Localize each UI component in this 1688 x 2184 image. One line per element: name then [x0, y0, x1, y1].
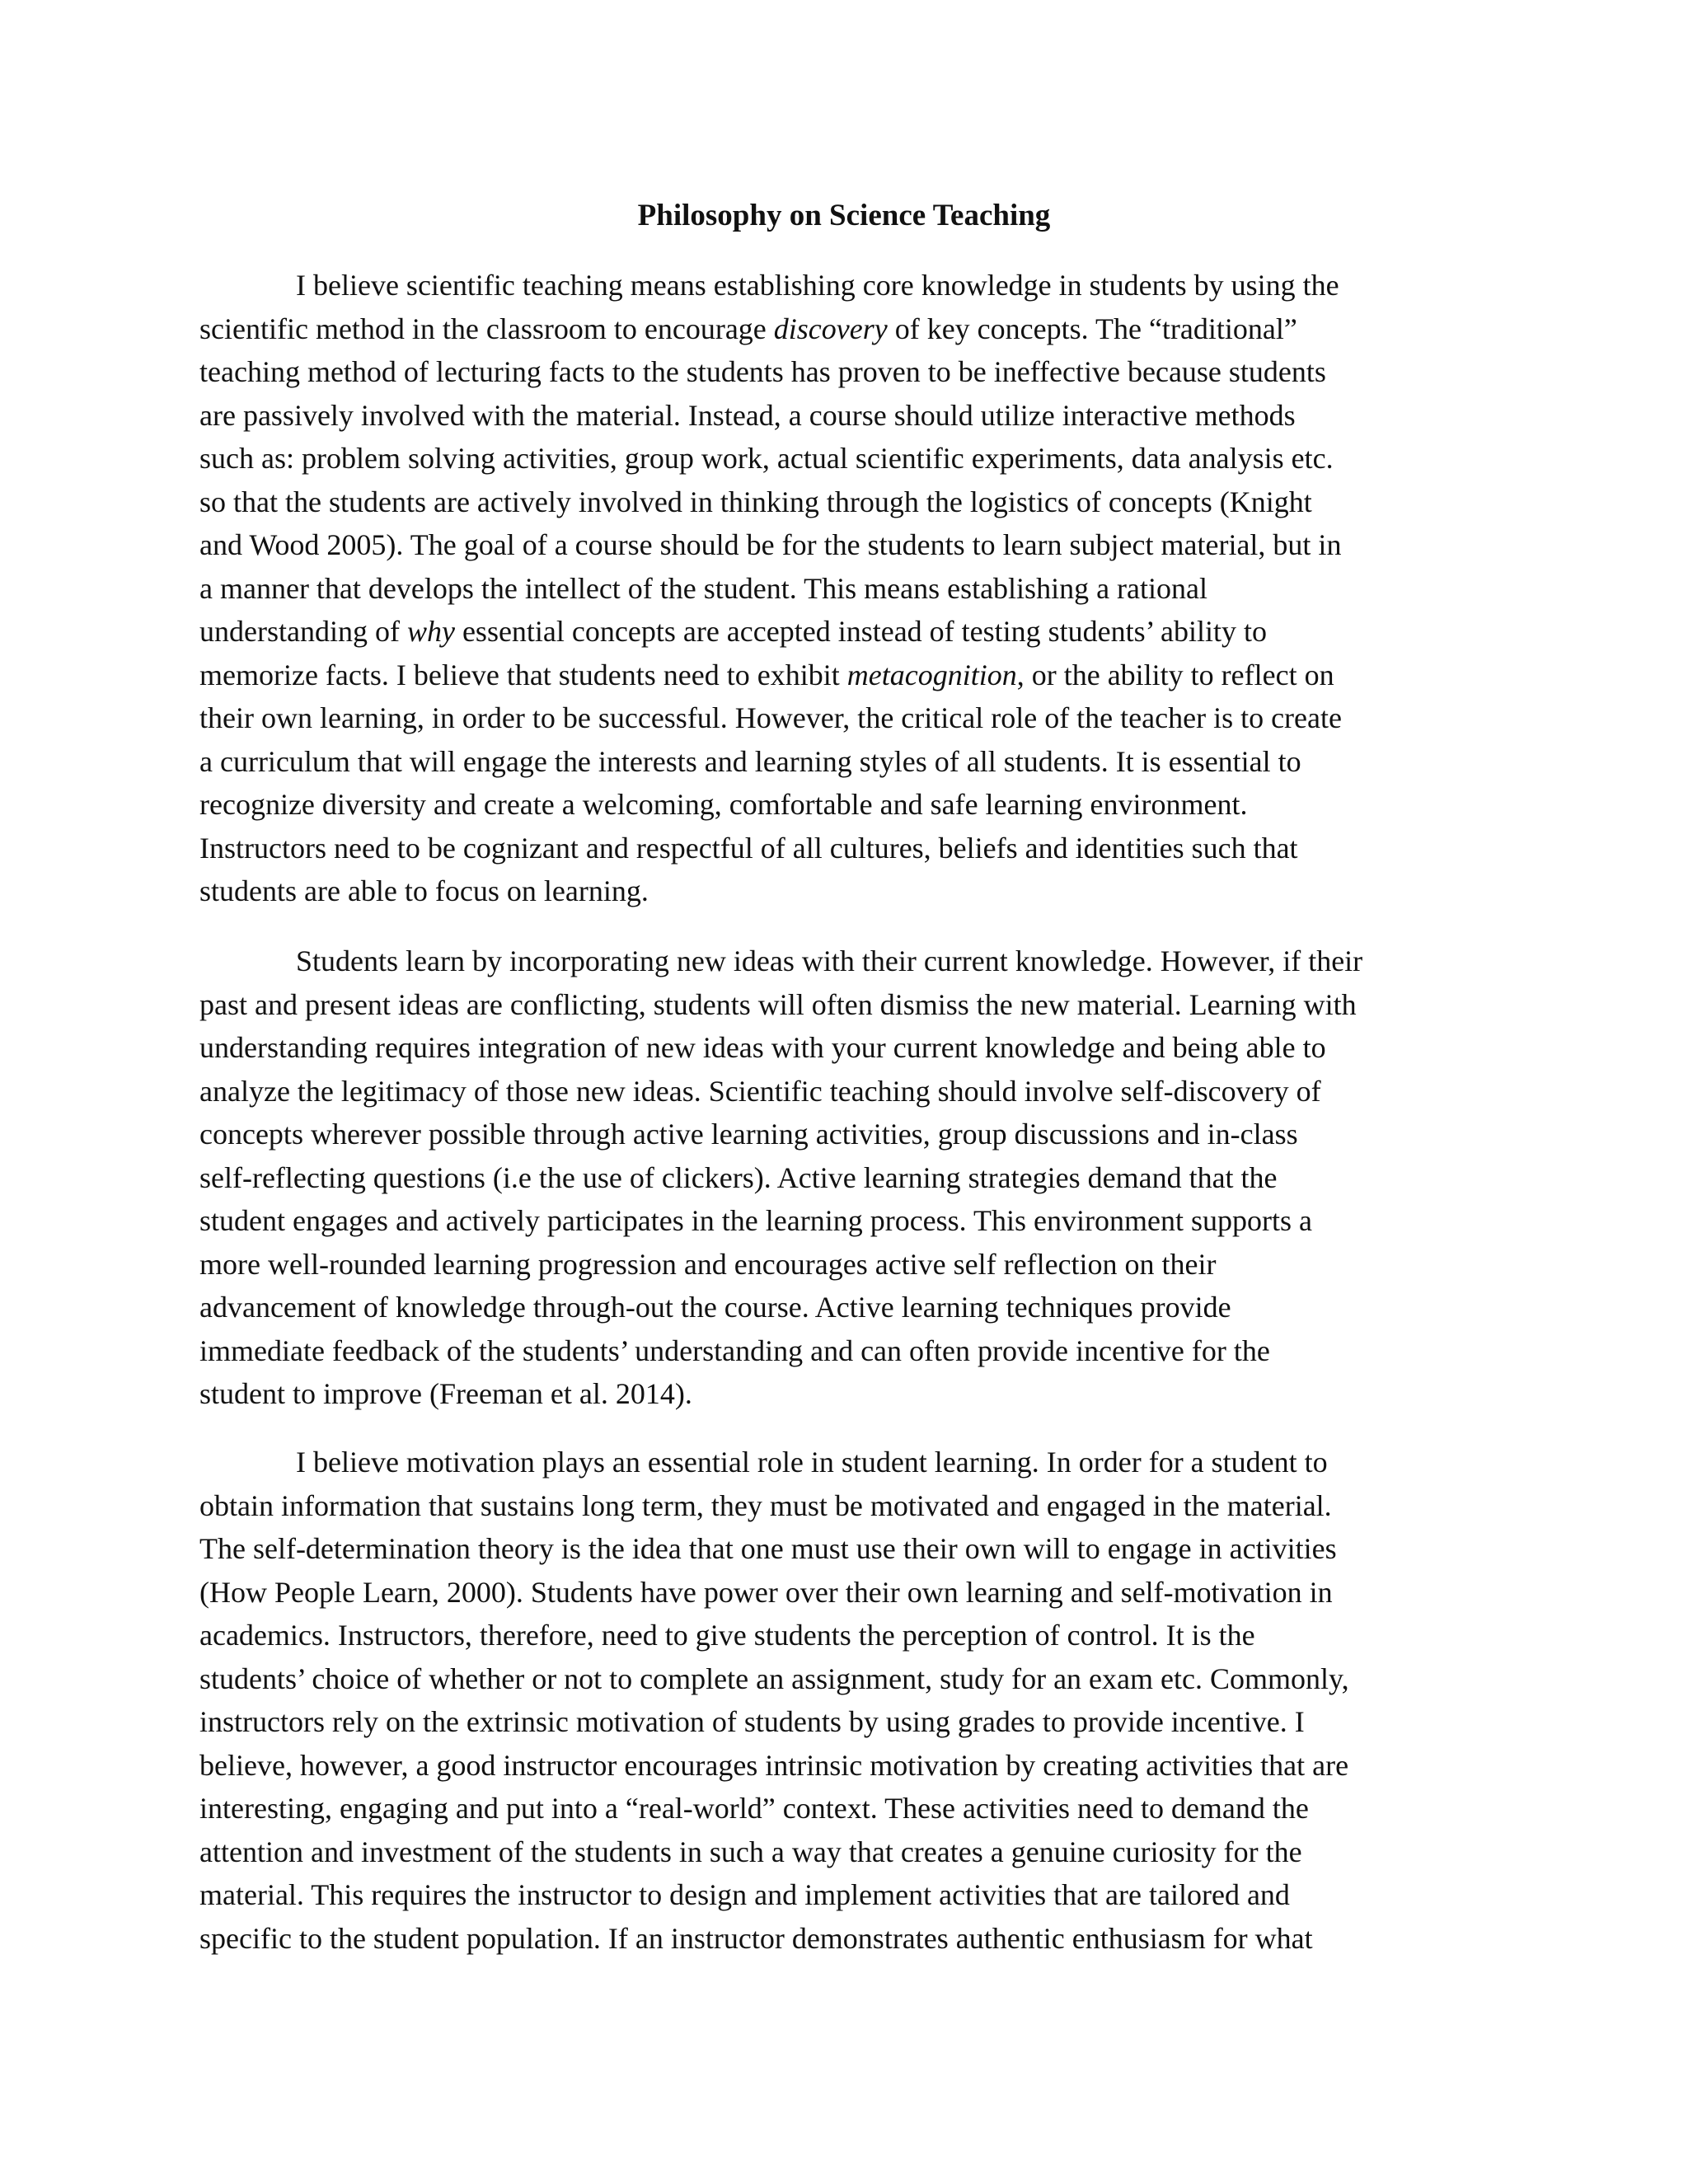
- text-line: [199, 523, 1490, 567]
- text-run: specific to the student population. If an instructor demonstrates authentic enthusiasm for what: [199, 1921, 1313, 1955]
- text-line: [199, 567, 1490, 611]
- text-run: past and present ideas are conflicting, students will often dismiss the new material. Learning with: [199, 987, 1357, 1021]
- text-run: their own learning, in order to be successful. However, the critical role of the teacher is to create: [199, 701, 1342, 734]
- text-line: [199, 1917, 1490, 1961]
- text-run: analyze the legitimacy of those new ideas. Scientific teaching should involve self-discovery of: [199, 1074, 1321, 1108]
- emphasized-text: why: [406, 615, 455, 648]
- text-run: are passively involved with the material. Instead, a course should utilize interactive methods: [199, 398, 1296, 432]
- text-line: [199, 437, 1490, 480]
- text-line: [199, 610, 1490, 654]
- text-line: [199, 394, 1490, 438]
- text-line: [199, 1199, 1490, 1243]
- text-run: interesting, engaging and put into a “real-world” context. These activities need to demand the: [199, 1792, 1309, 1825]
- paragraph-2: [199, 940, 1490, 1416]
- text-run: believe, however, a good instructor encourages intrinsic motivation by creating activities that are: [199, 1748, 1349, 1782]
- text-run: material. This requires the instructor to design and implement activities that are tailored and: [199, 1878, 1290, 1911]
- text-run: so that the students are actively involved in thinking through the logistics of concepts (Knight: [199, 485, 1312, 518]
- text-line: [199, 783, 1490, 827]
- text-run: more well-rounded learning progression and encourages active self reflection on their: [199, 1247, 1217, 1281]
- text-run: academics. Instructors, therefore, need to give students the perception of control. It is the: [199, 1619, 1255, 1652]
- text-run: students’ choice of whether or not to complete an assignment, study for an exam etc. Commonly,: [199, 1661, 1349, 1695]
- text-run: advancement of knowledge through-out the course. Active learning techniques provide: [199, 1291, 1231, 1324]
- text-run: such as: problem solving activities, group work, actual scientific experiments, data analysis etc.: [199, 442, 1334, 475]
- text-line: [199, 480, 1490, 524]
- text-run: scientific method in the classroom to encourage: [199, 312, 774, 345]
- text-run: I believe scientific teaching means establishing core knowledge in students by using the: [296, 269, 1339, 302]
- text-line: [199, 1614, 1490, 1657]
- text-line: [199, 1329, 1490, 1373]
- emphasized-text: discovery: [773, 312, 888, 345]
- text-run: recognize diversity and create a welcoming, comfortable and safe learning environment.: [199, 788, 1248, 821]
- text-line: [199, 1484, 1490, 1528]
- text-run: and Wood 2005). The goal of a course should be for the students to learn subject material, but in: [199, 528, 1342, 561]
- text-run: , or the ability to reflect on: [1016, 658, 1334, 691]
- text-line: [199, 1744, 1490, 1788]
- text-line: [199, 1700, 1490, 1744]
- text-run: teaching method of lecturing facts to the students has proven to be ineffective because students: [199, 355, 1326, 388]
- text-line: [199, 983, 1490, 1027]
- text-run: self-reflecting questions (i.e the use of clickers). Active learning strategies demand that the: [199, 1160, 1278, 1194]
- text-line: [199, 827, 1490, 870]
- emphasized-text: metacognition: [846, 658, 1017, 691]
- text-line: [199, 654, 1490, 697]
- text-run: student engages and actively participates in the learning process. This environment supports a: [199, 1204, 1312, 1237]
- text-run: instructors rely on the extrinsic motivation of students by using grades to provide incentive. I: [199, 1705, 1305, 1738]
- text-line: [199, 1243, 1490, 1286]
- text-run: attention and investment of the students in such a way that creates a genuine curiosity for the: [199, 1835, 1302, 1868]
- text-run: obtain information that sustains long term, they must be motivated and engaged in the material.: [199, 1488, 1332, 1522]
- text-run: essential concepts are accepted instead of testing students’ ability to: [454, 615, 1267, 648]
- text-line: [199, 307, 1490, 351]
- text-line: [199, 1441, 1490, 1484]
- text-run: understanding of: [199, 615, 407, 648]
- text-run: understanding requires integration of new ideas with your current knowledge and being able to: [199, 1031, 1326, 1064]
- text-run: students are able to focus on learning.: [199, 874, 649, 907]
- text-run: a manner that develops the intellect of the student. This means establishing a rational: [199, 571, 1207, 605]
- text-run: student to improve (Freeman et al. 2014).: [199, 1377, 692, 1410]
- text-line: [199, 1830, 1490, 1874]
- text-run: memorize facts. I believe that students need to exhibit: [199, 658, 847, 691]
- text-line: [199, 869, 1490, 913]
- text-line: [199, 1527, 1490, 1571]
- text-line: [199, 1873, 1490, 1917]
- paragraph-3: [199, 1441, 1490, 1960]
- text-run: of key concepts. The “traditional”: [887, 312, 1297, 345]
- text-line: [199, 1070, 1490, 1113]
- text-line: [199, 740, 1490, 784]
- text-run: immediate feedback of the students’ understanding and can often provide incentive for the: [199, 1333, 1270, 1367]
- text-line: [199, 1657, 1490, 1701]
- text-run: concepts wherever possible through active learning activities, group discussions and in-class: [199, 1118, 1298, 1151]
- text-line: [199, 1156, 1490, 1200]
- text-run: Students learn by incorporating new ideas with their current knowledge. However, if their: [296, 944, 1363, 977]
- text-run: I believe motivation plays an essential role in student learning. In order for a student to: [296, 1446, 1328, 1479]
- text-run: a curriculum that will engage the interests and learning styles of all students. It is essential to: [199, 744, 1301, 778]
- paragraph-1: [199, 264, 1490, 913]
- text-run: Instructors need to be cognizant and respectful of all cultures, beliefs and identities such that: [199, 831, 1298, 865]
- text-line: [199, 264, 1490, 307]
- text-line: [199, 1113, 1490, 1156]
- text-line: [199, 1286, 1490, 1329]
- text-line: [199, 1571, 1490, 1615]
- text-line: [199, 350, 1490, 394]
- text-run: The self-determination theory is the idea that one must use their own will to engage in activities: [199, 1532, 1337, 1565]
- text-line: [199, 1787, 1490, 1830]
- text-run: (How People Learn, 2000). Students have power over their own learning and self-motivation in: [199, 1575, 1333, 1609]
- text-line: [199, 940, 1490, 983]
- page-title: Philosophy on Science Teaching: [637, 199, 1051, 232]
- text-line: [199, 696, 1490, 740]
- text-line: [199, 1026, 1490, 1070]
- text-line: [199, 1372, 1490, 1416]
